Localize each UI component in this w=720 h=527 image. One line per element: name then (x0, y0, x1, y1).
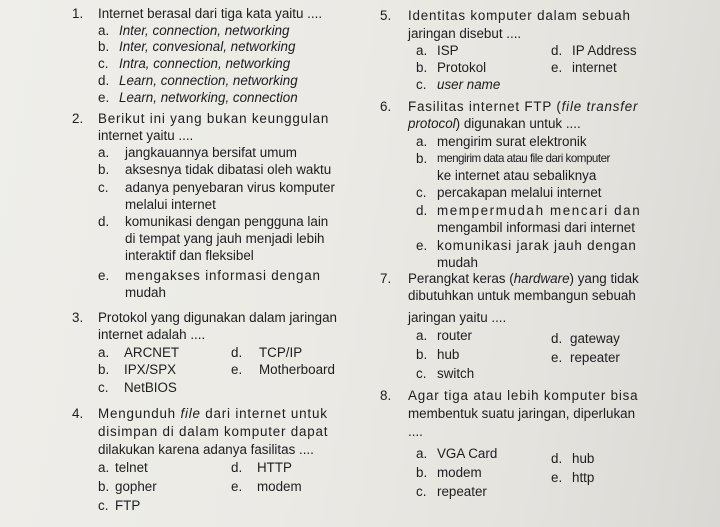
q1-option-d-letter: d. (98, 73, 110, 88)
q4-option-a: telnet (115, 460, 148, 475)
q5-option-b-letter: b. (416, 60, 428, 75)
q5-option-c: user name (437, 77, 501, 92)
q7-stem-line1 (408, 271, 639, 286)
q8-option-a: VGA Card (437, 446, 498, 461)
q7-option-c: switch (437, 366, 475, 381)
q4-option-d-letter: d. (231, 460, 243, 475)
q1-option-e-letter: e. (98, 90, 110, 105)
q8-option-d-letter: d. (551, 451, 563, 466)
q6-option-e-letter: e. (416, 238, 428, 253)
q6-option-e-line2: mudah (437, 255, 478, 270)
q2-option-b: aksesnya tidak dibatasi oleh waktu (125, 162, 332, 177)
q2-option-e-line1: mengakses informasi dengan (125, 268, 321, 283)
q1-option-d: Learn, connection, networking (119, 73, 298, 88)
q3-option-b: IPX/SPX (124, 362, 177, 377)
q4-option-e: modem (257, 479, 302, 494)
q7-number: 7. (380, 271, 392, 286)
q8-option-c: repeater (437, 484, 487, 499)
q3-number: 3. (72, 310, 84, 325)
q7-stem-post: ) yang tidak (569, 271, 639, 286)
q1-option-c: Intra, connection, networking (119, 56, 291, 71)
q4-option-c: FTP (115, 498, 141, 513)
q4-option-c-letter: c. (98, 498, 109, 513)
q1-option-c-letter: c. (98, 56, 109, 71)
q6-option-d-line2: mengambil informasi dari internet (437, 220, 635, 235)
q1-option-b-letter: b. (98, 39, 110, 54)
q2-option-c-line2: melalui internet (125, 197, 216, 212)
q2-option-e-line2: mudah (125, 285, 166, 300)
q4-stem-italic: file (180, 406, 201, 421)
q3-stem-line2: internet adalah .... (98, 327, 206, 342)
q7-option-e-letter: e. (551, 350, 563, 365)
q3-option-e: Motherboard (259, 362, 335, 377)
q6-stem-italic: file transfer (561, 99, 639, 114)
q6-option-b-line1: mengirim data atau file dari komputer (437, 152, 610, 165)
q4-stem-line2: disimpan di dalam komputer dapat (98, 424, 329, 439)
q4-option-e-letter: e. (231, 479, 243, 494)
q6-option-b-line2: ke internet atau sebaliknya (437, 168, 597, 183)
q8-stem-line3: .... (408, 424, 423, 439)
q2-option-e-letter: e. (98, 268, 110, 283)
q7-option-d-letter: d. (551, 331, 563, 346)
q6-number: 6. (380, 99, 392, 114)
q4-option-b-letter: b. (98, 479, 110, 494)
q5-option-d: IP Address (572, 43, 637, 58)
q1-stem: Internet berasal dari tiga kata yaitu .... (98, 6, 323, 21)
q3-option-e-letter: e. (231, 362, 243, 377)
q7-option-d: gateway (570, 331, 620, 346)
q3-option-d: TCP/IP (259, 345, 303, 360)
q2-option-c-letter: c. (98, 180, 109, 195)
q5-stem-line1: Identitas komputer dalam sebuah (408, 8, 631, 23)
q3-option-c: NetBIOS (124, 380, 177, 395)
q3-option-a-letter: a. (98, 345, 110, 360)
q6-stem-pre: Fasilitas internet FTP ( (408, 99, 562, 114)
q5-option-a-letter: a. (416, 43, 428, 58)
q6-stem-post: ) digunakan untuk .... (455, 116, 581, 131)
q2-number: 2. (72, 111, 84, 126)
q5-option-c-letter: c. (416, 77, 427, 92)
q7-option-c-letter: c. (416, 366, 427, 381)
q6-option-e-line1: komunikasi jarak jauh dengan (437, 238, 637, 253)
q8-option-c-letter: c. (416, 484, 427, 499)
q1-number: 1. (72, 6, 84, 21)
q1-option-a-letter: a. (98, 23, 110, 38)
q4-option-a-letter: a. (98, 460, 110, 475)
q2-option-d-letter: d. (98, 214, 110, 229)
q6-option-b-letter: b. (416, 151, 428, 166)
q4-stem-pre: Mengunduh (98, 406, 181, 421)
q2-option-d-line2: di tempat yang jauh menjadi lebih (125, 231, 325, 246)
q5-option-e-letter: e. (551, 60, 563, 75)
q2-stem-line2: internet yaitu .... (98, 128, 194, 143)
q3-option-a: ARCNET (124, 345, 180, 360)
q5-option-a: ISP (437, 43, 459, 58)
q5-option-e: internet (572, 60, 617, 75)
q7-stem-pre: Perangkat keras ( (408, 271, 514, 286)
q5-option-b: Protokol (437, 60, 487, 75)
q2-option-d-line3: interaktif dan fleksibel (125, 248, 254, 263)
q8-stem-line1: Agar tiga atau lebih komputer bisa (408, 388, 639, 403)
q2-option-a-letter: a. (98, 145, 110, 160)
q5-number: 5. (380, 8, 392, 23)
q1-option-a: Inter, connection, networking (119, 23, 290, 38)
q2-stem-line1: Berikut ini yang bukan keunggulan (98, 111, 330, 126)
q6-stem-italic2: protocol (408, 116, 456, 131)
q1-option-e: Learn, networking, connection (119, 90, 298, 105)
q1-option-b: Inter, convesional, networking (119, 39, 296, 54)
q7-option-a: router (437, 328, 472, 343)
q6-option-a-letter: a. (416, 134, 428, 149)
q8-option-e-letter: e. (551, 470, 563, 485)
q4-option-b: gopher (115, 479, 157, 494)
q4-stem-line1 (98, 406, 328, 421)
q8-option-a-letter: a. (416, 446, 428, 461)
q7-option-e: repeater (570, 350, 620, 365)
q4-stem-line3: dilakukan karena adanya fasilitas .... (98, 442, 314, 457)
q2-option-d-line1: komunikasi dengan pengguna lain (125, 214, 329, 229)
q8-option-b: modem (437, 465, 482, 480)
q8-option-d: hub (572, 451, 595, 466)
q4-option-d: HTTP (257, 460, 292, 475)
q6-option-d-line1: mempermudah mencari dan (437, 203, 642, 218)
q8-stem-line2: membentuk suatu jaringan, diperlukan (408, 406, 636, 421)
q5-stem-line2: jaringan disebut .... (408, 26, 522, 41)
q5-option-d-letter: d. (551, 43, 563, 58)
q7-option-b: hub (437, 347, 460, 362)
q7-option-a-letter: a. (416, 328, 428, 343)
q4-number: 4. (72, 406, 84, 421)
q6-option-c: percakapan melalui internet (437, 185, 602, 200)
q8-option-e: http (572, 470, 595, 485)
q3-option-b-letter: b. (98, 362, 110, 377)
q2-option-b-letter: b. (98, 162, 110, 177)
q7-stem-line3: jaringan yaitu .... (408, 310, 507, 325)
q7-stem-italic: hardware (513, 271, 570, 286)
q3-option-d-letter: d. (231, 345, 243, 360)
q8-number: 8. (380, 388, 392, 403)
q6-option-a: mengirim surat elektronik (437, 134, 587, 149)
q2-option-a: jangkauannya bersifat umum (125, 145, 297, 160)
q6-stem-line2 (408, 116, 581, 131)
q4-stem-post: dari internet untuk (200, 406, 328, 421)
q3-stem-line1: Protokol yang digunakan dalam jaringan (98, 310, 337, 325)
q8-option-b-letter: b. (416, 465, 428, 480)
q7-stem-line2: dibutuhkan untuk membangun sebuah (408, 288, 636, 303)
q3-option-c-letter: c. (98, 380, 109, 395)
q2-option-c-line1: adanya penyebaran virus komputer (125, 180, 335, 195)
q7-option-b-letter: b. (416, 347, 428, 362)
q6-option-d-letter: d. (416, 203, 428, 218)
q6-stem-line1 (408, 99, 638, 114)
q6-option-c-letter: c. (416, 185, 427, 200)
